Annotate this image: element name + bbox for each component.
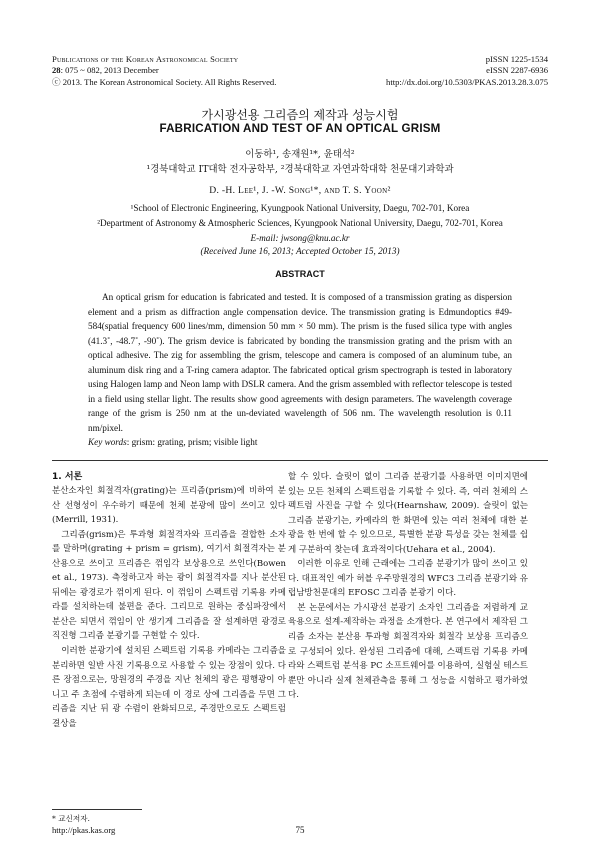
journal-header-right <box>386 54 548 88</box>
left-column <box>52 484 286 731</box>
journal-header-left <box>52 54 276 88</box>
title-korean: 가시광선용 그리즘의 제작과 성능시험 <box>201 108 399 122</box>
paragraph: 이러한 이유로 인해 근래에는 그리즘 분광기가 많이 쓰이고 있다. 대표적인 예가 허블 우주망원경의 WFC3 그리즘 분광기와 유럽남방천문대의 EFOSC 그리즘 분광기 이다. <box>288 559 528 599</box>
eissn: eISSN 2287-6936 <box>486 65 548 76</box>
paragraph: 이러한 분광기에 설치된 스펙트럼 기록용 카메라는 그리즘을 분리하면 일반 사진 기록용으로 사용할 수 있는 장점이 있다. 다른 장점으로는, 망원경의 주경을 지난 천체의 광은 평행광이 아니고 주 초점에 수렴하게 되는데 이 경로 상에 그리즘을 두면 그리즘을 지난 뒤 광 수렴이 완화되므로, 주경만으로도 스펙트럼 결상을 <box>52 646 286 729</box>
paragraph: 분산소자인 회절격자(grating)는 프리즘(prism)에 비하여 분산 선형성이 우수하기 때문에 천체 분광에 많이 쓰이고 있다(Merrill, 1931). <box>52 486 286 526</box>
authors-korean: 이동하¹, 송재원¹*, 윤태석² <box>245 149 355 160</box>
affiliation-english-1: ¹School of Electronic Engineering, Kyungpook National University, Daegu, 702-701, Korea <box>130 203 470 213</box>
volume-pages: : 075 ~ 082, 2013 December <box>60 65 159 76</box>
right-column <box>288 470 528 703</box>
paragraph: 할 수 있다. 슬릿이 없이 그리즘 분광기를 사용하면 이미지면에 있는 모든 천체의 스펙트럼을 기록할 수 있다. 즉, 여러 천체의 스펙트럼 사진을 구할 수 있다(Hearnshaw, 2009). 슬릿이 없는 그리즘 분광기는, 카메라의 한 화면에 있는 여러 천체에 대한 분광을 한 번에 할 수 있으므로, 특별한 분광 특성을 갖는 천체를 쉽게 구분하여 찾는데 효과적이다(Uehara et al., 2004). <box>288 472 528 555</box>
journal-name: Publications of the Korean Astronomical Society <box>52 54 239 64</box>
volume-number: 28 <box>52 65 61 76</box>
pissn: pISSN 1225-1534 <box>485 54 548 64</box>
volume-line <box>52 65 276 76</box>
corresponding-email[interactable]: E-mail: jwsong@knu.ac.kr <box>250 233 350 243</box>
section-heading-introduction: 1. 서론 <box>52 472 83 482</box>
received-dates: (Received June 16, 2013; Accepted October 15, 2013) <box>200 246 400 256</box>
keywords-label: Key words <box>88 437 127 447</box>
paragraph: 그리즘(grism)은 투과형 회절격자와 프리즘을 결합한 소자를 말하며(grating + prism = grism), 여기서 회절격자는 분산용으로 쓰이고 프리즘은 꺾임각 보상용으로 쓰인다(Bowen et al., 1973). 측정하고자 하는 광이 회절격자를 지나 분산된 뒤에는 광경로가 꺾이게 된다. 이 꺾임이 스펙트럼 기록용 카메라를 설치하는데 불편을 준다. 그리므로 원하는 중심파장에서 분산은 되면서 꺾임이 안 생기게 그리즘을 잘 설계하면 광경로 직진형 그리즘 분광기를 구현할 수 있다. <box>52 529 286 642</box>
paragraph: 본 논문에서는 가시광선 분광기 소자인 그리즘을 저렴하게 교육용으로 설계-제작하는 과정을 소개한다. 본 연구에서 제작된 그리즘 소자는 분산용 투과형 회절격자와 회절각 보상용 프리즘으로 구성되어 있다. 완성된 그리즘에 대해, 스펙트럼 기록용 카메라와 스펙트럼 분석용 PC 소프트웨어를 이용하여, 실험실 테스트뿐만 아니라 실제 천체관측을 통해 그 성능을 시험하고 평가하였다. <box>288 602 528 701</box>
affiliation-english-2: ²Department of Astronomy & Atmospheric Sciences, Kyungpook National University, Daegu, 702-701, Korea <box>97 218 503 228</box>
title-english: FABRICATION AND TEST OF AN OPTICAL GRISM <box>159 122 441 135</box>
copyright-line: ⓒ 2013. The Korean Astronomical Society. All Rights Reserved. <box>52 76 277 87</box>
keywords-list: : grism: grating, prism; visible light <box>126 437 258 447</box>
abstract-heading: ABSTRACT <box>275 269 325 279</box>
authors-english: D. -H. Lee¹, J. -W. Song¹*, and T. S. Yoon² <box>209 185 391 196</box>
page-number: 75 <box>295 825 305 835</box>
abstract-text: An optical grism for education is fabricated and tested. It is composed of a transmission grating as dispersion element and a prism as diffraction angle compensation device. The transmission grating is Edmundoptics #49-584(spatial frequency 600 lines/mm, dimension 50 mm × 50 mm). The prism is the fused silica type with angles (41.3˚, -48.7˚, -90˚). The grism device is fabricated by bonding the transmission grating and the prism with an optical adhesive. The zig for assembling the grism, telescope and camera is composed of an aluminum tube, an aluminum disk ring and a T-ring camera adaptor. The fabricated optical grism spectrograph is tested in laboratory using Halogen lamp and Neon lamp with DSLR camera. And the grism assembled with reflector telescope is tested in a field using stellar light. The results show good agreements with design parameters. The wavelength coverage range of the grism is 250 nm at the un-deviated wavelength of 506 nm. The wavelength resolution is 0.11 nm/pixel. <box>88 292 512 433</box>
keywords-line <box>88 437 512 447</box>
abstract-divider <box>52 460 548 461</box>
footnote-rule <box>52 809 142 810</box>
doi-link[interactable]: http://dx.doi.org/10.5303/PKAS.2013.28.3.075 <box>386 76 548 87</box>
affiliation-korean: ¹경북대학교 IT대학 전자공학부, ²경북대학교 자연과학대학 천문대기과학과 <box>146 164 454 175</box>
journal-url[interactable]: http://pkas.kas.org <box>52 825 116 835</box>
footnote-corresponding: * 교신저자. <box>52 814 90 823</box>
